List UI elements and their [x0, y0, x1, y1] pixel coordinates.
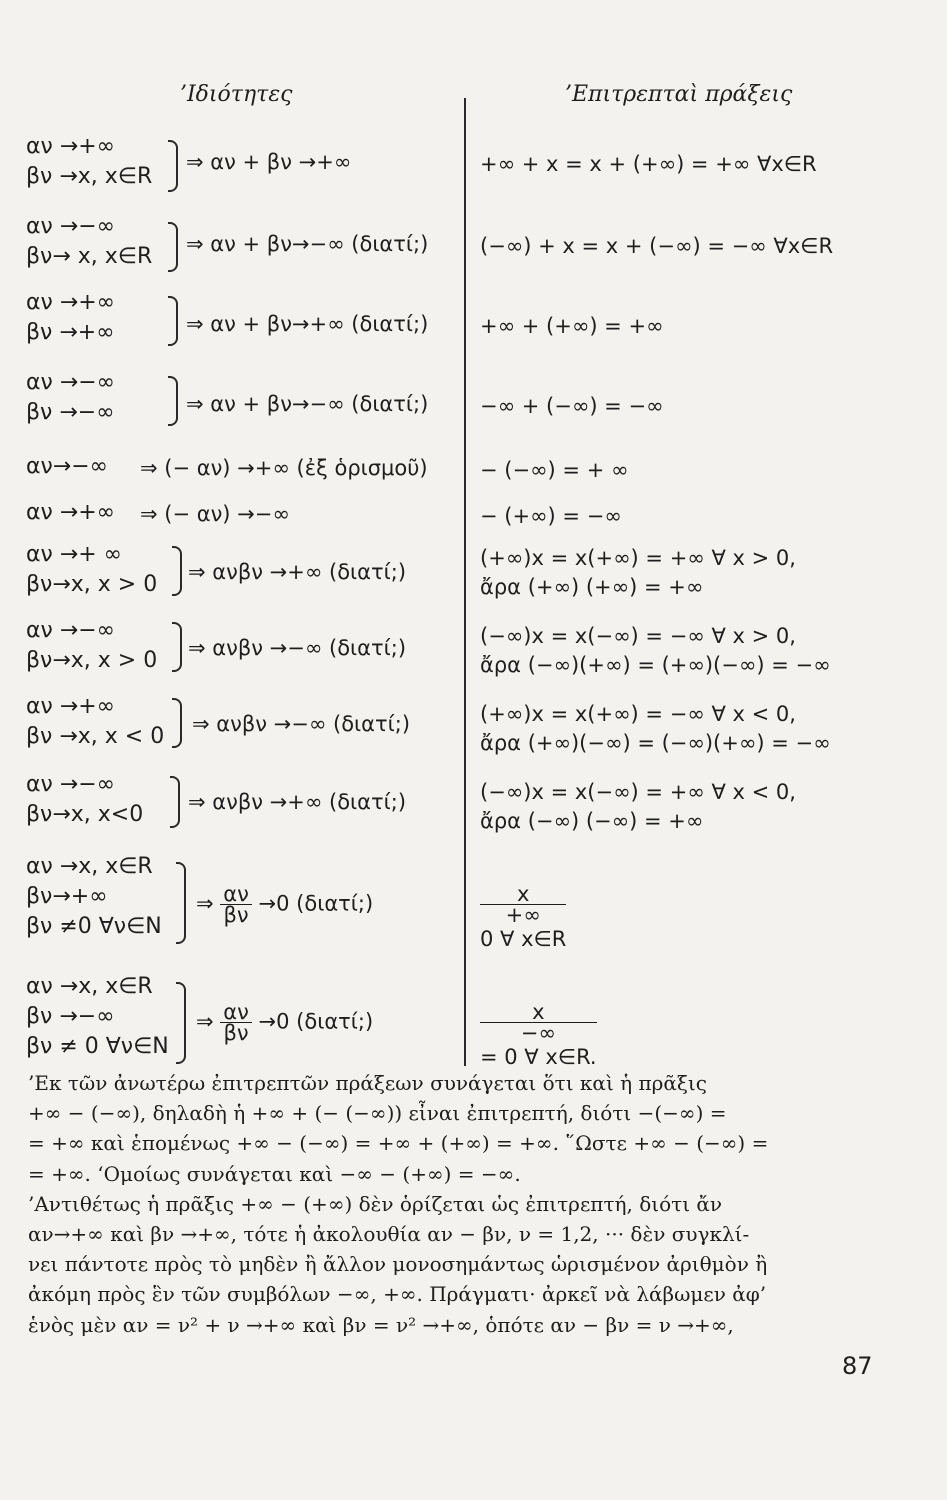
implication: ⇒ αν + βν→−∞ (διατί;): [186, 392, 429, 416]
condition: [26, 498, 115, 528]
condition: [26, 972, 169, 1062]
operation-line: ἄρα (−∞) (−∞) = +∞: [480, 809, 704, 833]
brace: [168, 376, 178, 426]
operation: [480, 456, 628, 485]
paragraph-line: +∞ − (−∞), δηλαδὴ ἡ +∞ + (− (−∞)) εἶναι ἐπιτρεπτή, διότι −(−∞) =: [28, 1101, 727, 1126]
operation-line: (−∞)x = x(−∞) = −∞ ∀ x > 0,: [480, 624, 796, 648]
condition: [26, 616, 157, 676]
operation: [480, 150, 817, 179]
operation-line: (+∞)x = x(+∞) = +∞ ∀ x > 0,: [480, 546, 796, 570]
operation-line: ἄρα (+∞) (+∞) = +∞: [480, 575, 704, 599]
paragraph-line: νει πάντοτε πρὸς τὸ μηδὲν ἢ ἄλλον μονοσημάντως ὡρισμένον ἀριθμὸν ἢ: [28, 1252, 768, 1277]
operation-line: (−∞)x = x(−∞) = +∞ ∀ x < 0,: [480, 780, 796, 804]
condition: [26, 540, 157, 600]
condition-line: αν →−∞: [26, 214, 115, 239]
brace: [168, 140, 178, 192]
condition-line: αν →+∞: [26, 500, 115, 525]
paragraph-line: = +∞ καὶ ἑπομένως +∞ − (−∞) = +∞ + (+∞) = +∞. ῞Ωστε +∞ − (−∞) =: [28, 1131, 769, 1156]
operation-line: +∞ + x = x + (+∞) = +∞ ∀x∈R: [480, 152, 817, 176]
condition: [26, 212, 152, 272]
fraction-denominator: βν: [223, 903, 249, 927]
brace: [170, 776, 180, 828]
operation-line: ἄρα (−∞)(+∞) = (+∞)(−∞) = −∞: [480, 653, 831, 677]
implication: ⇒ ανβν →−∞ (διατί;): [192, 712, 411, 736]
condition-line: αν →+ ∞: [26, 542, 122, 567]
implication: ⇒ ανβν →+∞ (διατί;): [188, 790, 407, 814]
operation: [480, 312, 664, 341]
condition: [26, 132, 152, 192]
condition: [26, 852, 162, 942]
condition-line: βν ≠ 0 ∀ν∈N: [26, 1034, 169, 1059]
fraction-denominator: βν: [223, 1021, 249, 1045]
fraction-numerator: αν: [220, 884, 252, 905]
brace: [172, 698, 182, 748]
operation-line: − (−∞) = + ∞: [480, 458, 629, 482]
condition-line: αν →−∞: [26, 772, 115, 797]
properties-header: ’Ιδιότητες: [180, 82, 293, 107]
condition-line: βν →−∞: [26, 400, 115, 425]
condition-line: αν →+∞: [26, 290, 115, 315]
page-number: 87: [842, 1352, 873, 1380]
paragraph-line: ’Αντιθέτως ἡ πρᾶξις +∞ − (+∞) δὲν ὁρίζεται ὡς ἐπιτρεπτή, διότι ἄν: [28, 1191, 723, 1216]
condition-line: αν →+∞: [26, 694, 115, 719]
brace: [176, 862, 186, 944]
condition: [26, 692, 164, 752]
condition: [26, 452, 108, 482]
brace: [172, 546, 182, 596]
body-paragraph: [28, 1068, 876, 1340]
operation-line: (+∞)x = x(+∞) = −∞ ∀ x < 0,: [480, 702, 796, 726]
allowed-operations-header: ’Επιτρεπταὶ πράξεις: [565, 82, 793, 107]
implication: ⇒ (− αν) →+∞ (ἐξ ὁρισμοῦ): [140, 456, 428, 480]
implication: ⇒ αν + βν→+∞ (διατί;): [186, 312, 429, 336]
condition-line: αν →x, x∈R: [26, 974, 153, 999]
condition-line: βν→x, x > 0: [26, 572, 158, 597]
implication: ⇒ ανβν →−∞ (διατί;): [188, 636, 407, 660]
condition: [26, 770, 143, 830]
condition: [26, 368, 115, 428]
paragraph-line: ἀκόμη πρὸς ἓν τῶν συμβόλων −∞, +∞. Πράγματι· ἀρκεῖ νὰ λάβωμεν ἀφ’: [28, 1282, 767, 1307]
condition-line: βν→ x, x∈R: [26, 244, 153, 269]
operation-line: −∞ + (−∞) = −∞: [480, 394, 664, 418]
condition-line: αν →+∞: [26, 134, 115, 159]
paragraph-line: ἑνὸς μὲν αν = ν² + ν →+∞ καὶ βν = ν² →+∞, ὁπότε αν − βν = ν →+∞,: [28, 1312, 734, 1337]
condition-line: βν ≠0 ∀ν∈N: [26, 914, 162, 939]
implication-tail: →0 (διατί;): [258, 891, 374, 916]
implication: ⇒ (− αν) →−∞: [140, 502, 290, 526]
operation: [480, 700, 831, 758]
implication: ⇒ ανβν →+∞ (διατί;): [188, 560, 407, 584]
implication-tail: →0 (διατί;): [258, 1009, 374, 1034]
brace: [168, 222, 178, 272]
operation: [480, 1002, 597, 1072]
implication: ⇒ αν + βν→−∞ (διατί;): [186, 232, 429, 256]
brace: [172, 622, 182, 672]
paragraph-line: αν→+∞ καὶ βν →+∞, τότε ἡ ἀκολουθία αν − βν, ν = 1,2, ··· δὲν συγκλί-: [28, 1222, 750, 1247]
condition-line: αν→−∞: [26, 454, 108, 479]
operation: [480, 778, 796, 836]
paragraph-line: ’Εκ τῶν ἀνωτέρω ἐπιτρεπτῶν πράξεων συνάγεται ὅτι καὶ ἡ πρᾶξις: [28, 1071, 707, 1095]
fraction-denominator: +∞: [505, 903, 541, 927]
paragraph-line: = +∞. ‘Ομοίως συνάγεται καὶ −∞ − (+∞) = −∞.: [28, 1161, 521, 1186]
column-divider: [464, 98, 466, 1066]
operation-line: (−∞) + x = x + (−∞) = −∞ ∀x∈R: [480, 234, 834, 258]
operation: [480, 392, 664, 421]
condition-line: βν →+∞: [26, 320, 115, 345]
fraction-denominator: −∞: [520, 1021, 556, 1045]
condition-line: αν →x, x∈R: [26, 854, 153, 879]
operation-line: ἄρα (+∞)(−∞) = (−∞)(+∞) = −∞: [480, 731, 831, 755]
brace: [168, 296, 178, 346]
condition-line: αν →−∞: [26, 618, 115, 643]
condition: [26, 288, 115, 348]
operation: [480, 544, 796, 602]
operation: [480, 622, 831, 680]
operation: [480, 232, 833, 261]
implication: ⇒ αν + βν →+∞: [186, 150, 352, 174]
condition-line: βν→+∞: [26, 884, 108, 909]
fraction-numerator: αν: [220, 1002, 252, 1023]
operation-tail: 0 ∀ x∈R: [480, 927, 567, 951]
condition-line: αν →−∞: [26, 370, 115, 395]
operation-line: − (+∞) = −∞: [480, 504, 622, 528]
operation-line: +∞ + (+∞) = +∞: [480, 314, 664, 338]
implication: ⇒ $\frac{\alpha\nu}{\beta\nu}$ →0 (διατί;): [196, 1000, 374, 1045]
condition-line: βν→x, x<0: [26, 802, 144, 827]
fraction-numerator: x: [480, 1002, 597, 1023]
condition-line: βν →−∞: [26, 1004, 115, 1029]
condition-line: βν →x, x∈R: [26, 164, 153, 189]
operation-tail: = 0 ∀ x∈R.: [480, 1045, 597, 1069]
operation: [480, 884, 566, 954]
implication: ⇒ $\frac{\alpha\nu}{\beta\nu}$ →0 (διατί;): [196, 882, 374, 927]
brace: [176, 982, 186, 1064]
operation: [480, 502, 622, 531]
condition-line: βν →x, x < 0: [26, 724, 165, 749]
condition-line: βν→x, x > 0: [26, 648, 158, 673]
fraction-numerator: x: [480, 884, 566, 905]
